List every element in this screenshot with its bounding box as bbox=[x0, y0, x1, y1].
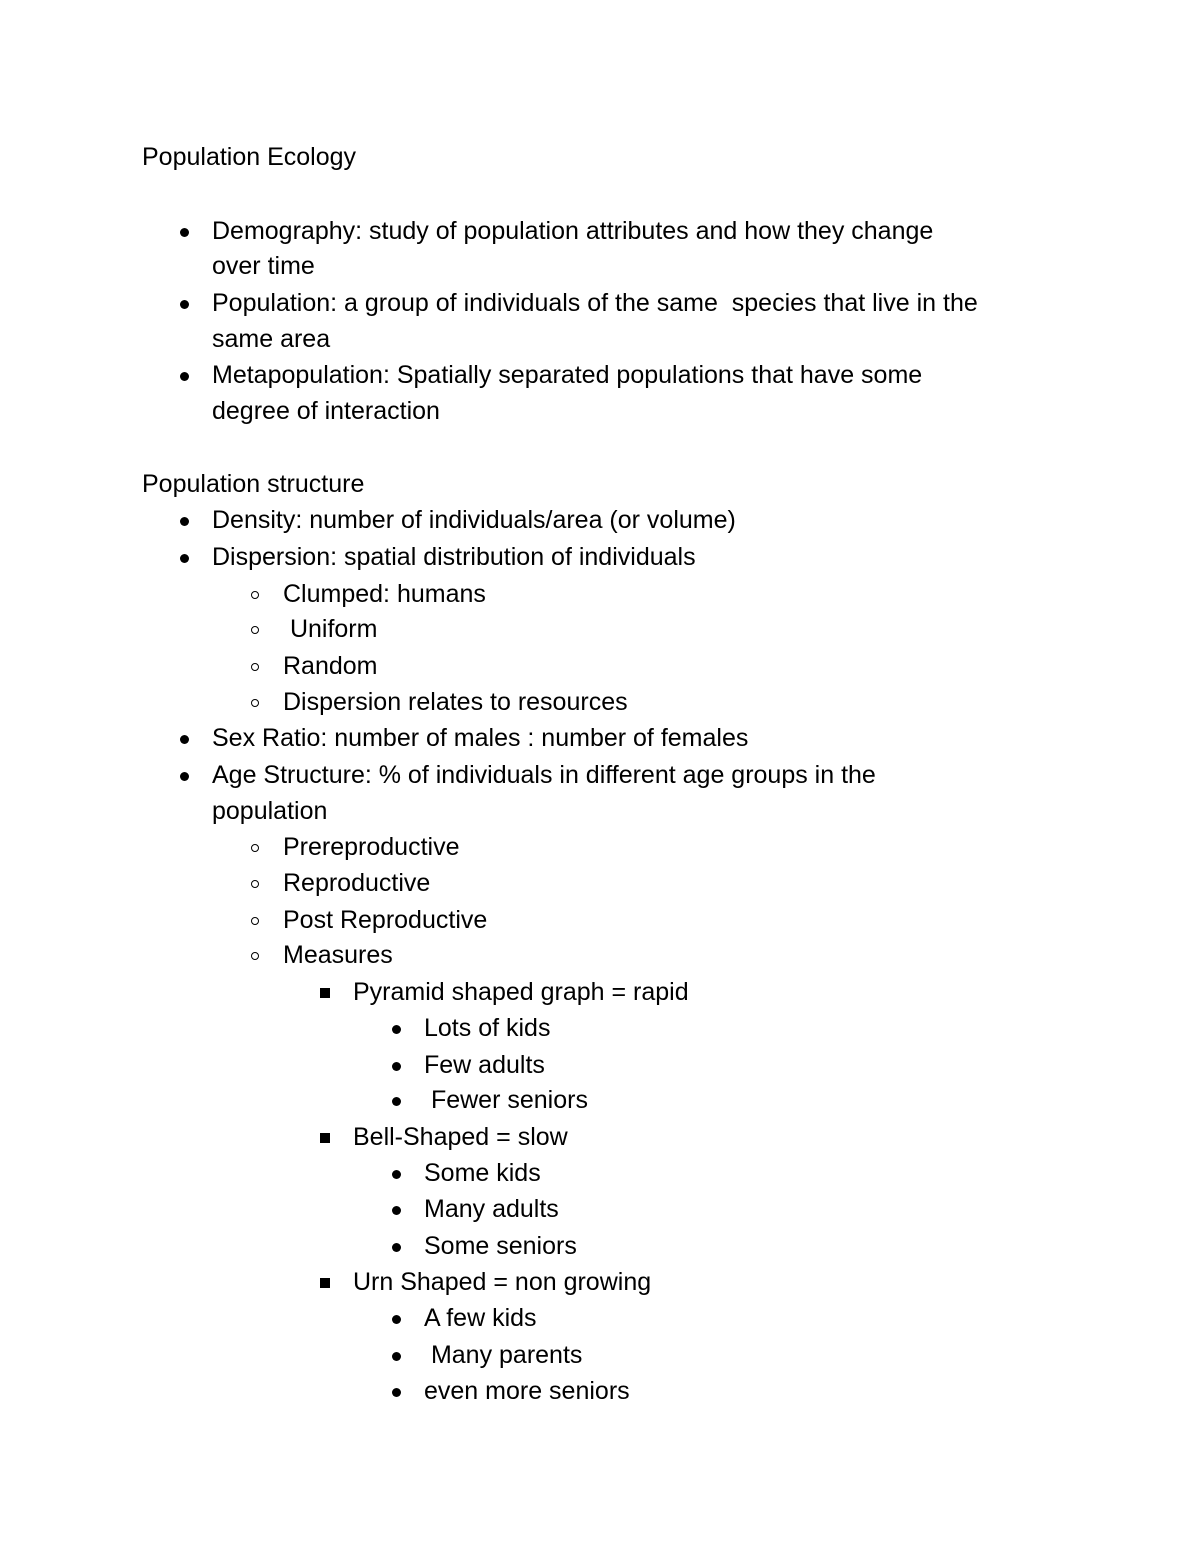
sub-item-measures: Measures bbox=[283, 941, 393, 969]
bullet-icon bbox=[392, 1010, 404, 1046]
bullet-icon bbox=[180, 720, 192, 756]
sub-item-post-reproductive: Post Reproductive bbox=[283, 906, 488, 934]
list-item-sex-ratio: Sex Ratio: number of males : number of females bbox=[212, 724, 749, 752]
measure-point: Fewer seniors bbox=[424, 1086, 588, 1114]
list-item-demography-cont: over time bbox=[212, 252, 315, 280]
sub-item-reproductive: Reproductive bbox=[283, 869, 431, 897]
measure-point: A few kids bbox=[424, 1304, 537, 1332]
measure-urn: Urn Shaped = non growing bbox=[353, 1268, 652, 1296]
section-heading-population-structure: Population structure bbox=[142, 470, 365, 498]
bullet-icon bbox=[180, 285, 192, 321]
bullet-icon bbox=[392, 1047, 404, 1083]
bullet-icon bbox=[392, 1228, 404, 1264]
bullet-icon bbox=[180, 757, 192, 793]
bullet-icon bbox=[392, 1155, 404, 1191]
bullet-icon bbox=[180, 357, 192, 393]
list-item-density: Density: number of individuals/area (or volume) bbox=[212, 506, 736, 534]
measure-point: Lots of kids bbox=[424, 1014, 551, 1042]
list-item-demography: Demography: study of population attributes and how they change bbox=[212, 217, 934, 245]
list-item-population: Population: a group of individuals of the same species that live in the bbox=[212, 289, 978, 317]
circle-bullet-icon bbox=[251, 611, 263, 647]
bullet-icon bbox=[392, 1300, 404, 1336]
circle-bullet-icon bbox=[251, 576, 263, 612]
sub-item-dispersion-resources: Dispersion relates to resources bbox=[283, 688, 628, 716]
section-heading-population-ecology: Population Ecology bbox=[142, 143, 357, 171]
measure-point: Some kids bbox=[424, 1159, 541, 1187]
measure-point: Many adults bbox=[424, 1195, 559, 1223]
square-bullet-icon bbox=[320, 1119, 332, 1155]
measure-point: even more seniors bbox=[424, 1377, 630, 1405]
measure-pyramid: Pyramid shaped graph = rapid bbox=[353, 978, 689, 1006]
bullet-icon bbox=[392, 1373, 404, 1409]
bullet-icon bbox=[180, 213, 192, 249]
measure-bell: Bell-Shaped = slow bbox=[353, 1123, 568, 1151]
bullet-icon bbox=[392, 1082, 404, 1118]
sub-item-random: Random bbox=[283, 652, 378, 680]
sub-item-uniform: Uniform bbox=[283, 615, 378, 643]
sub-item-clumped: Clumped: humans bbox=[283, 580, 486, 608]
square-bullet-icon bbox=[320, 974, 332, 1010]
bullet-icon bbox=[392, 1191, 404, 1227]
circle-bullet-icon bbox=[251, 684, 263, 720]
circle-bullet-icon bbox=[251, 648, 263, 684]
bullet-icon bbox=[180, 502, 192, 538]
list-item-population-cont: same area bbox=[212, 325, 331, 353]
measure-point: Many parents bbox=[424, 1341, 583, 1369]
bullet-icon bbox=[392, 1337, 404, 1373]
list-item-age-structure-cont: population bbox=[212, 797, 328, 825]
measure-point: Some seniors bbox=[424, 1232, 577, 1260]
square-bullet-icon bbox=[320, 1264, 332, 1300]
measure-point: Few adults bbox=[424, 1051, 545, 1079]
sub-item-prereproductive: Prereproductive bbox=[283, 833, 460, 861]
list-item-dispersion: Dispersion: spatial distribution of individuals bbox=[212, 543, 696, 571]
circle-bullet-icon bbox=[251, 902, 263, 938]
list-item-metapopulation: Metapopulation: Spatially separated populations that have some bbox=[212, 361, 923, 389]
circle-bullet-icon bbox=[251, 937, 263, 973]
list-item-metapopulation-cont: degree of interaction bbox=[212, 397, 440, 425]
circle-bullet-icon bbox=[251, 829, 263, 865]
bullet-icon bbox=[180, 539, 192, 575]
circle-bullet-icon bbox=[251, 865, 263, 901]
list-item-age-structure: Age Structure: % of individuals in different age groups in the bbox=[212, 761, 876, 789]
